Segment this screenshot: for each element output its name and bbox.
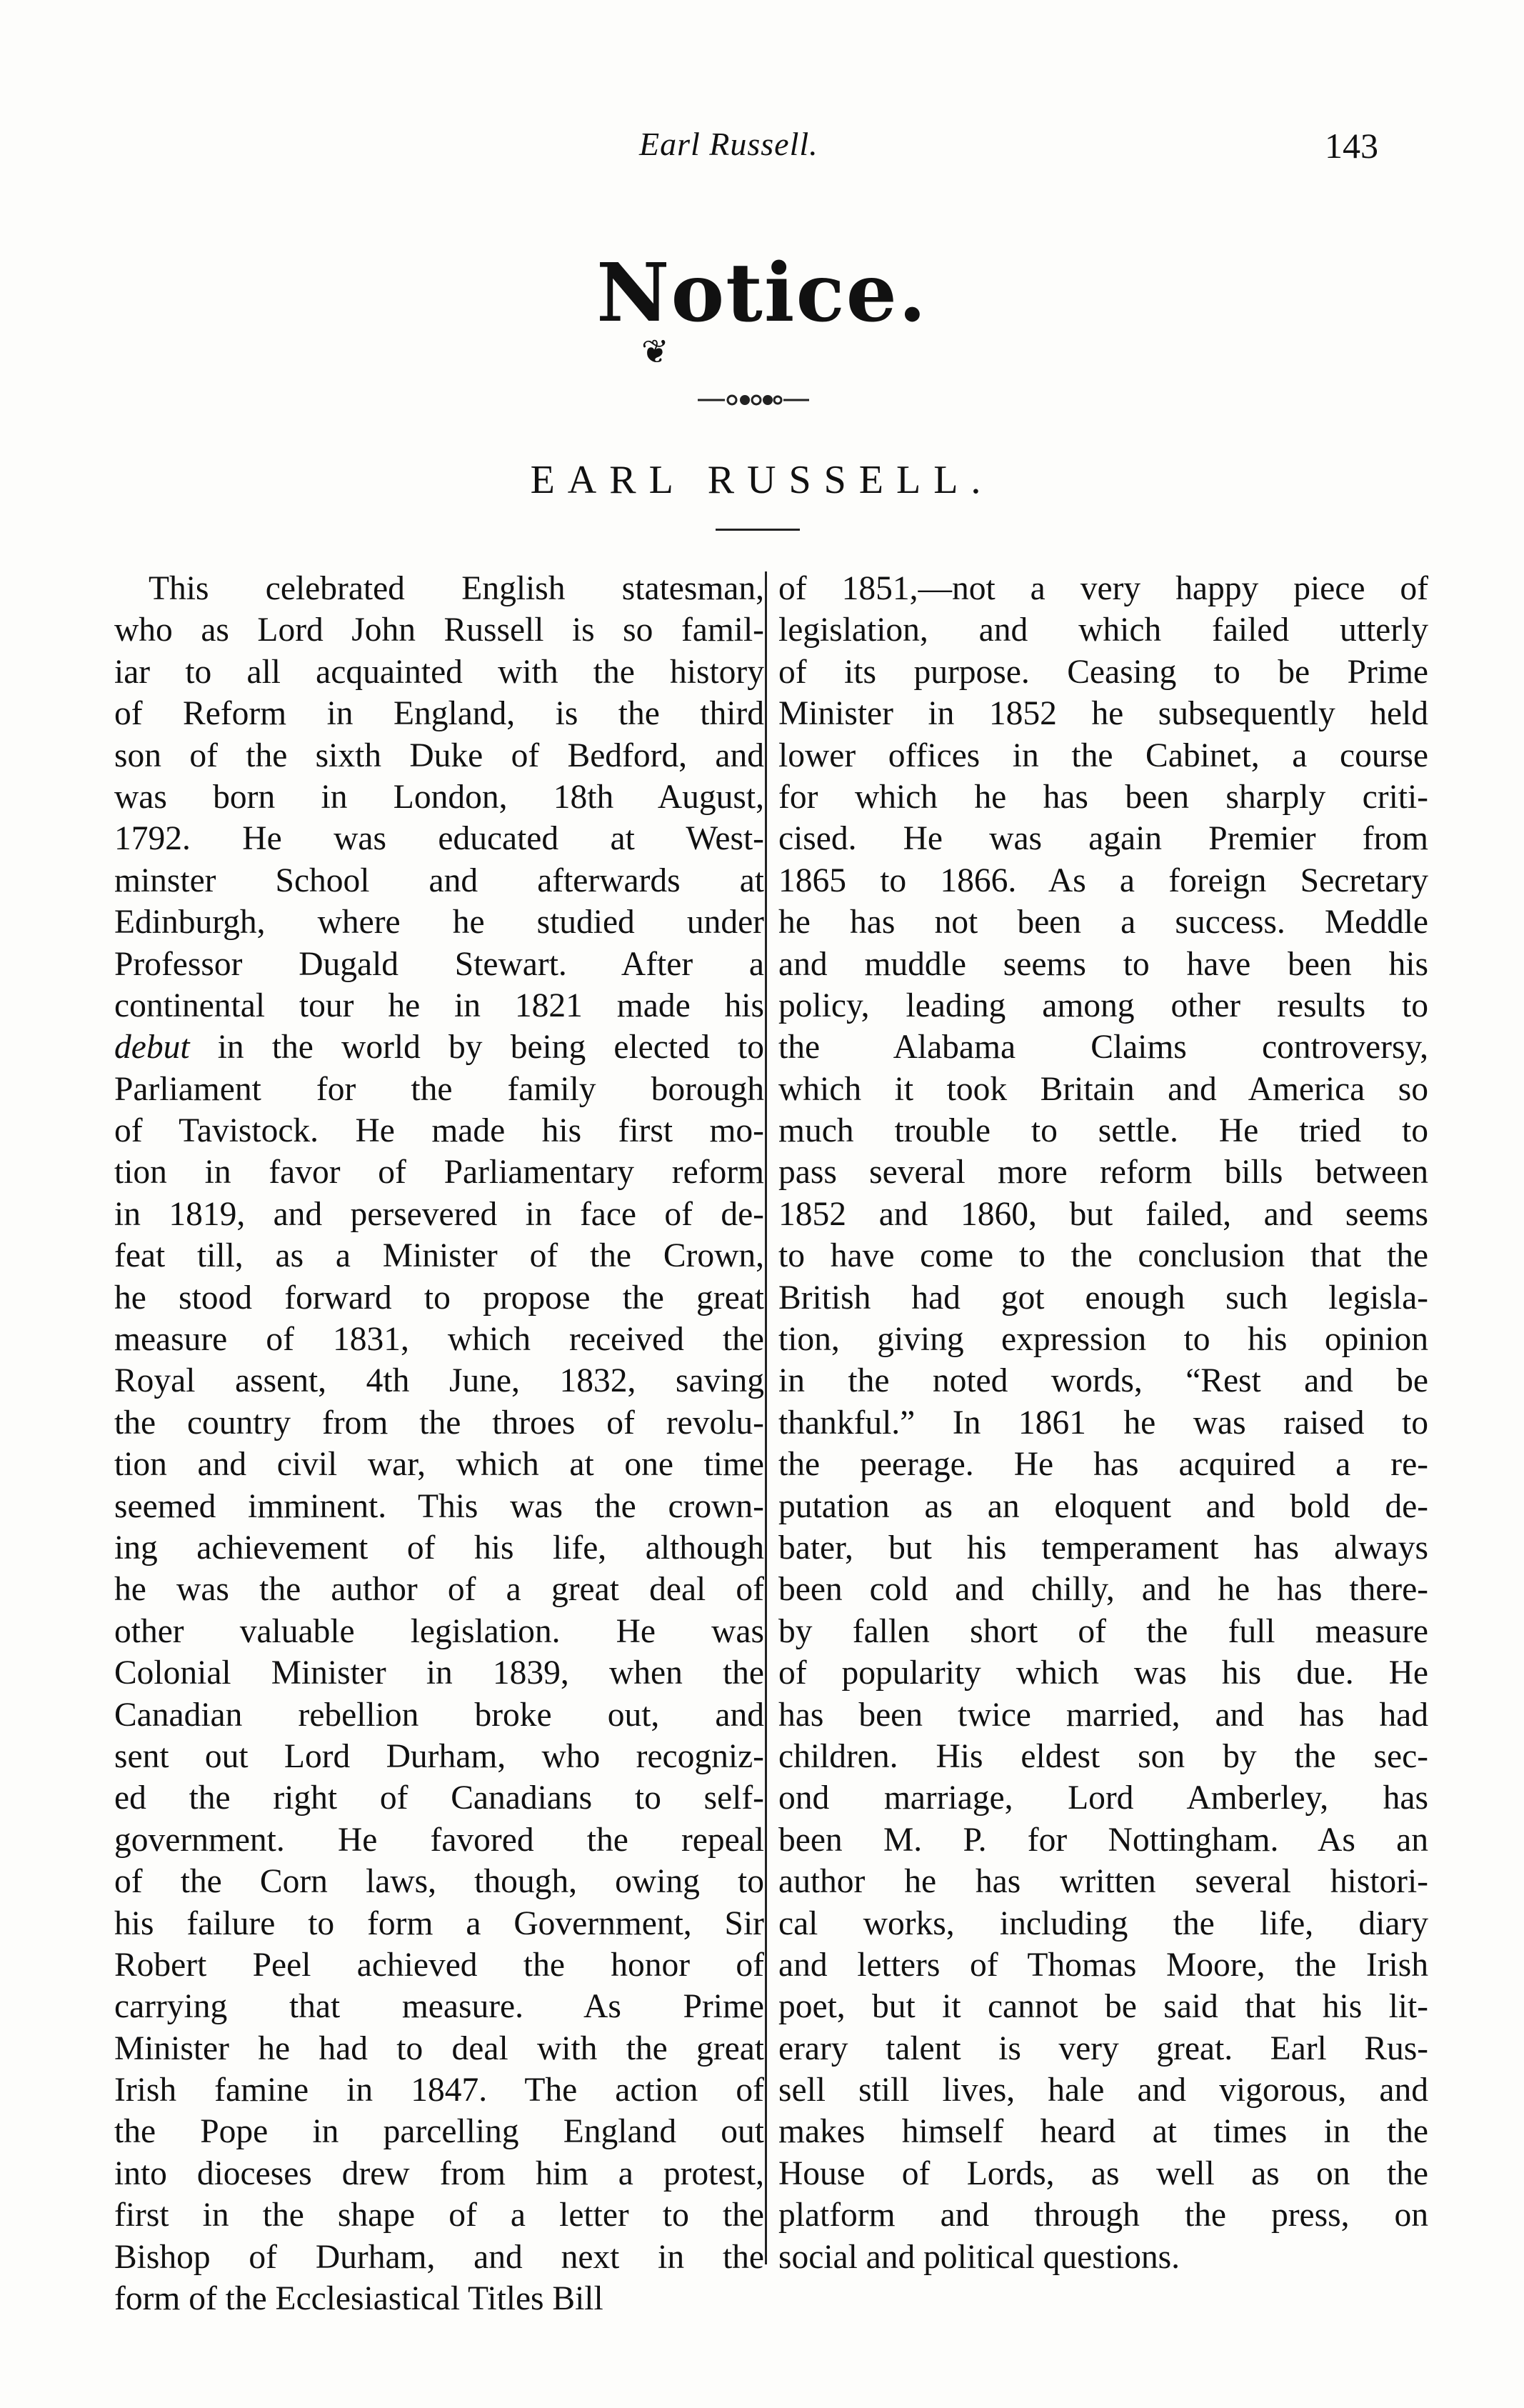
text-line: and letters of Thomas Moore, the Irish — [778, 1946, 1428, 1984]
text-line: has been twice married, and has had — [778, 1696, 1428, 1734]
text-line: feat till, as a Minister of the Crown, — [114, 1237, 764, 1275]
text-line: sent out Lord Durham, who recogniz- — [114, 1737, 764, 1775]
text-line: the Alabama Claims controversy, — [778, 1029, 1428, 1066]
text-line: to have come to the conclusion that the — [778, 1237, 1428, 1275]
left-column — [114, 568, 764, 2319]
text-line: legislation, and which failed utterly — [778, 611, 1428, 649]
text-line: tion and civil war, which at one time — [114, 1446, 764, 1484]
text-line: Robert Peel achieved the honor of — [114, 1946, 764, 1984]
text-line: social and political questions. — [778, 2238, 1180, 2276]
text-line: government. He favored the repeal — [114, 1821, 764, 1859]
page-number: 143 — [1325, 126, 1378, 166]
text-line: been cold and chilly, and he has there- — [778, 1571, 1428, 1609]
text-line: poet, but it cannot be said that his lit- — [778, 1988, 1428, 2026]
ornament-divider — [696, 389, 811, 411]
text-line: author he has written several histori- — [778, 1863, 1428, 1901]
text-line: cised. He was again Premier from — [778, 820, 1428, 858]
text-line: cal works, including the life, diary — [778, 1904, 1428, 1942]
text-line: his failure to form a Government, Sir — [114, 1904, 764, 1942]
text-line: tion in favor of Parliamentary reform — [114, 1154, 764, 1191]
text-line: been M. P. for Nottingham. As an — [778, 1821, 1428, 1859]
text-line: the Pope in parcelling England out — [114, 2113, 764, 2151]
article-title: EARL RUSSELL. — [530, 458, 994, 502]
text-line: platform and through the press, on — [778, 2197, 1428, 2234]
text-line: tion, giving expression to his opinion — [778, 1321, 1428, 1359]
text-line: was born in London, 18th August, — [114, 778, 764, 816]
text-line: the country from the throes of revolu- — [114, 1404, 764, 1442]
text-line: measure of 1831, which received the — [114, 1321, 764, 1359]
text-line: Canadian rebellion broke out, and — [114, 1696, 764, 1734]
right-column — [778, 568, 1428, 2278]
text-line: continental tour he in 1821 made his — [114, 986, 764, 1024]
notice-flourish-ornament: ❦ — [641, 334, 669, 370]
text-line: of the Corn laws, though, owing to — [114, 1863, 764, 1901]
text-line: which it took Britain and America so — [778, 1070, 1428, 1108]
text-line: Minister in 1852 he subsequently held — [778, 695, 1428, 733]
text-line: he was the author of a great deal of — [114, 1571, 764, 1609]
text-line: son of the sixth Duke of Bedford, and — [114, 736, 764, 774]
text-line: Bishop of Durham, and next in the — [114, 2238, 764, 2276]
text-line: ing achievement of his life, although — [114, 1529, 764, 1567]
text-line: of its purpose. Ceasing to be Prime — [778, 653, 1428, 691]
text-line: into dioceses drew from him a protest, — [114, 2154, 764, 2192]
text-line: much trouble to settle. He tried to — [778, 1112, 1428, 1150]
text-line: Irish famine in 1847. The action of — [114, 2072, 764, 2109]
text-line: Royal assent, 4th June, 1832, saving — [114, 1362, 764, 1400]
text-line: Edinburgh, where he studied under — [114, 904, 764, 941]
text-line: 1792. He was educated at West- — [114, 820, 764, 858]
column-rule — [765, 571, 767, 2264]
text-line: House of Lords, as well as on the — [778, 2154, 1428, 2192]
text-line: first in the shape of a letter to the — [114, 2197, 764, 2234]
text-line: he has not been a success. Meddle — [778, 904, 1428, 941]
text-line: and muddle seems to have been his — [778, 945, 1428, 983]
text-line: ond marriage, Lord Amberley, has — [778, 1779, 1428, 1817]
text-line: policy, leading among other results to — [778, 986, 1428, 1024]
text-line: for which he has been sharply criti- — [778, 778, 1428, 816]
text-line: seemed imminent. This was the crown- — [114, 1487, 764, 1525]
text-line: This celebrated English statesman, — [149, 570, 764, 607]
text-line: children. His eldest son by the sec- — [778, 1737, 1428, 1775]
text-line: thankful.” In 1861 he was raised to — [778, 1404, 1428, 1442]
text-line: Professor Dugald Stewart. After a — [114, 945, 764, 983]
text-line: in 1819, and persevered in face of de- — [114, 1195, 764, 1233]
text-line: bater, but his temperament has always — [778, 1529, 1428, 1567]
text-line: debut in the world by being elected to — [114, 1029, 764, 1066]
text-line: of Reform in England, is the third — [114, 695, 764, 733]
text-line: pass several more reform bills between — [778, 1154, 1428, 1191]
text-line: of Tavistock. He made his first mo- — [114, 1112, 764, 1150]
running-head — [0, 125, 1524, 175]
text-line: of popularity which was his due. He — [778, 1654, 1428, 1692]
text-line: who as Lord John Russell is so famil- — [114, 611, 764, 649]
text-line: lower offices in the Cabinet, a course — [778, 736, 1428, 774]
text-line: sell still lives, hale and vigorous, and — [778, 2072, 1428, 2109]
text-line: of 1851,—not a very happy piece of — [778, 570, 1428, 607]
text-line: other valuable legislation. He was — [114, 1612, 764, 1650]
text-line: iar to all acquainted with the history — [114, 653, 764, 691]
text-line: Colonial Minister in 1839, when the — [114, 1654, 764, 1692]
text-line: British had got enough such legisla- — [778, 1279, 1428, 1317]
text-line: by fallen short of the full measure — [778, 1612, 1428, 1650]
text-line: putation as an eloquent and bold de- — [778, 1487, 1428, 1525]
text-line: carrying that measure. As Prime — [114, 1988, 764, 2026]
text-line: minster School and afterwards at — [114, 861, 764, 899]
text-line: he stood forward to propose the great — [114, 1279, 764, 1317]
text-line: Parliament for the family borough — [114, 1070, 764, 1108]
text-line: erary talent is very great. Earl Rus- — [778, 2029, 1428, 2067]
title-rule — [716, 529, 800, 531]
text-line: in the noted words, “Rest and be — [778, 1362, 1428, 1400]
text-line: makes himself heard at times in the — [778, 2113, 1428, 2151]
text-line: Minister he had to deal with the great — [114, 2029, 764, 2067]
text-line: ed the right of Canadians to self- — [114, 1779, 764, 1817]
running-title: Earl Russell. — [639, 126, 818, 162]
text-line: 1852 and 1860, but failed, and seems — [778, 1195, 1428, 1233]
notice-heading: Notice. — [596, 246, 928, 340]
text-line: form of the Ecclesiastical Titles Bill — [114, 2280, 603, 2318]
text-line: the peerage. He has acquired a re- — [778, 1446, 1428, 1484]
text-line: 1865 to 1866. As a foreign Secretary — [778, 861, 1428, 899]
